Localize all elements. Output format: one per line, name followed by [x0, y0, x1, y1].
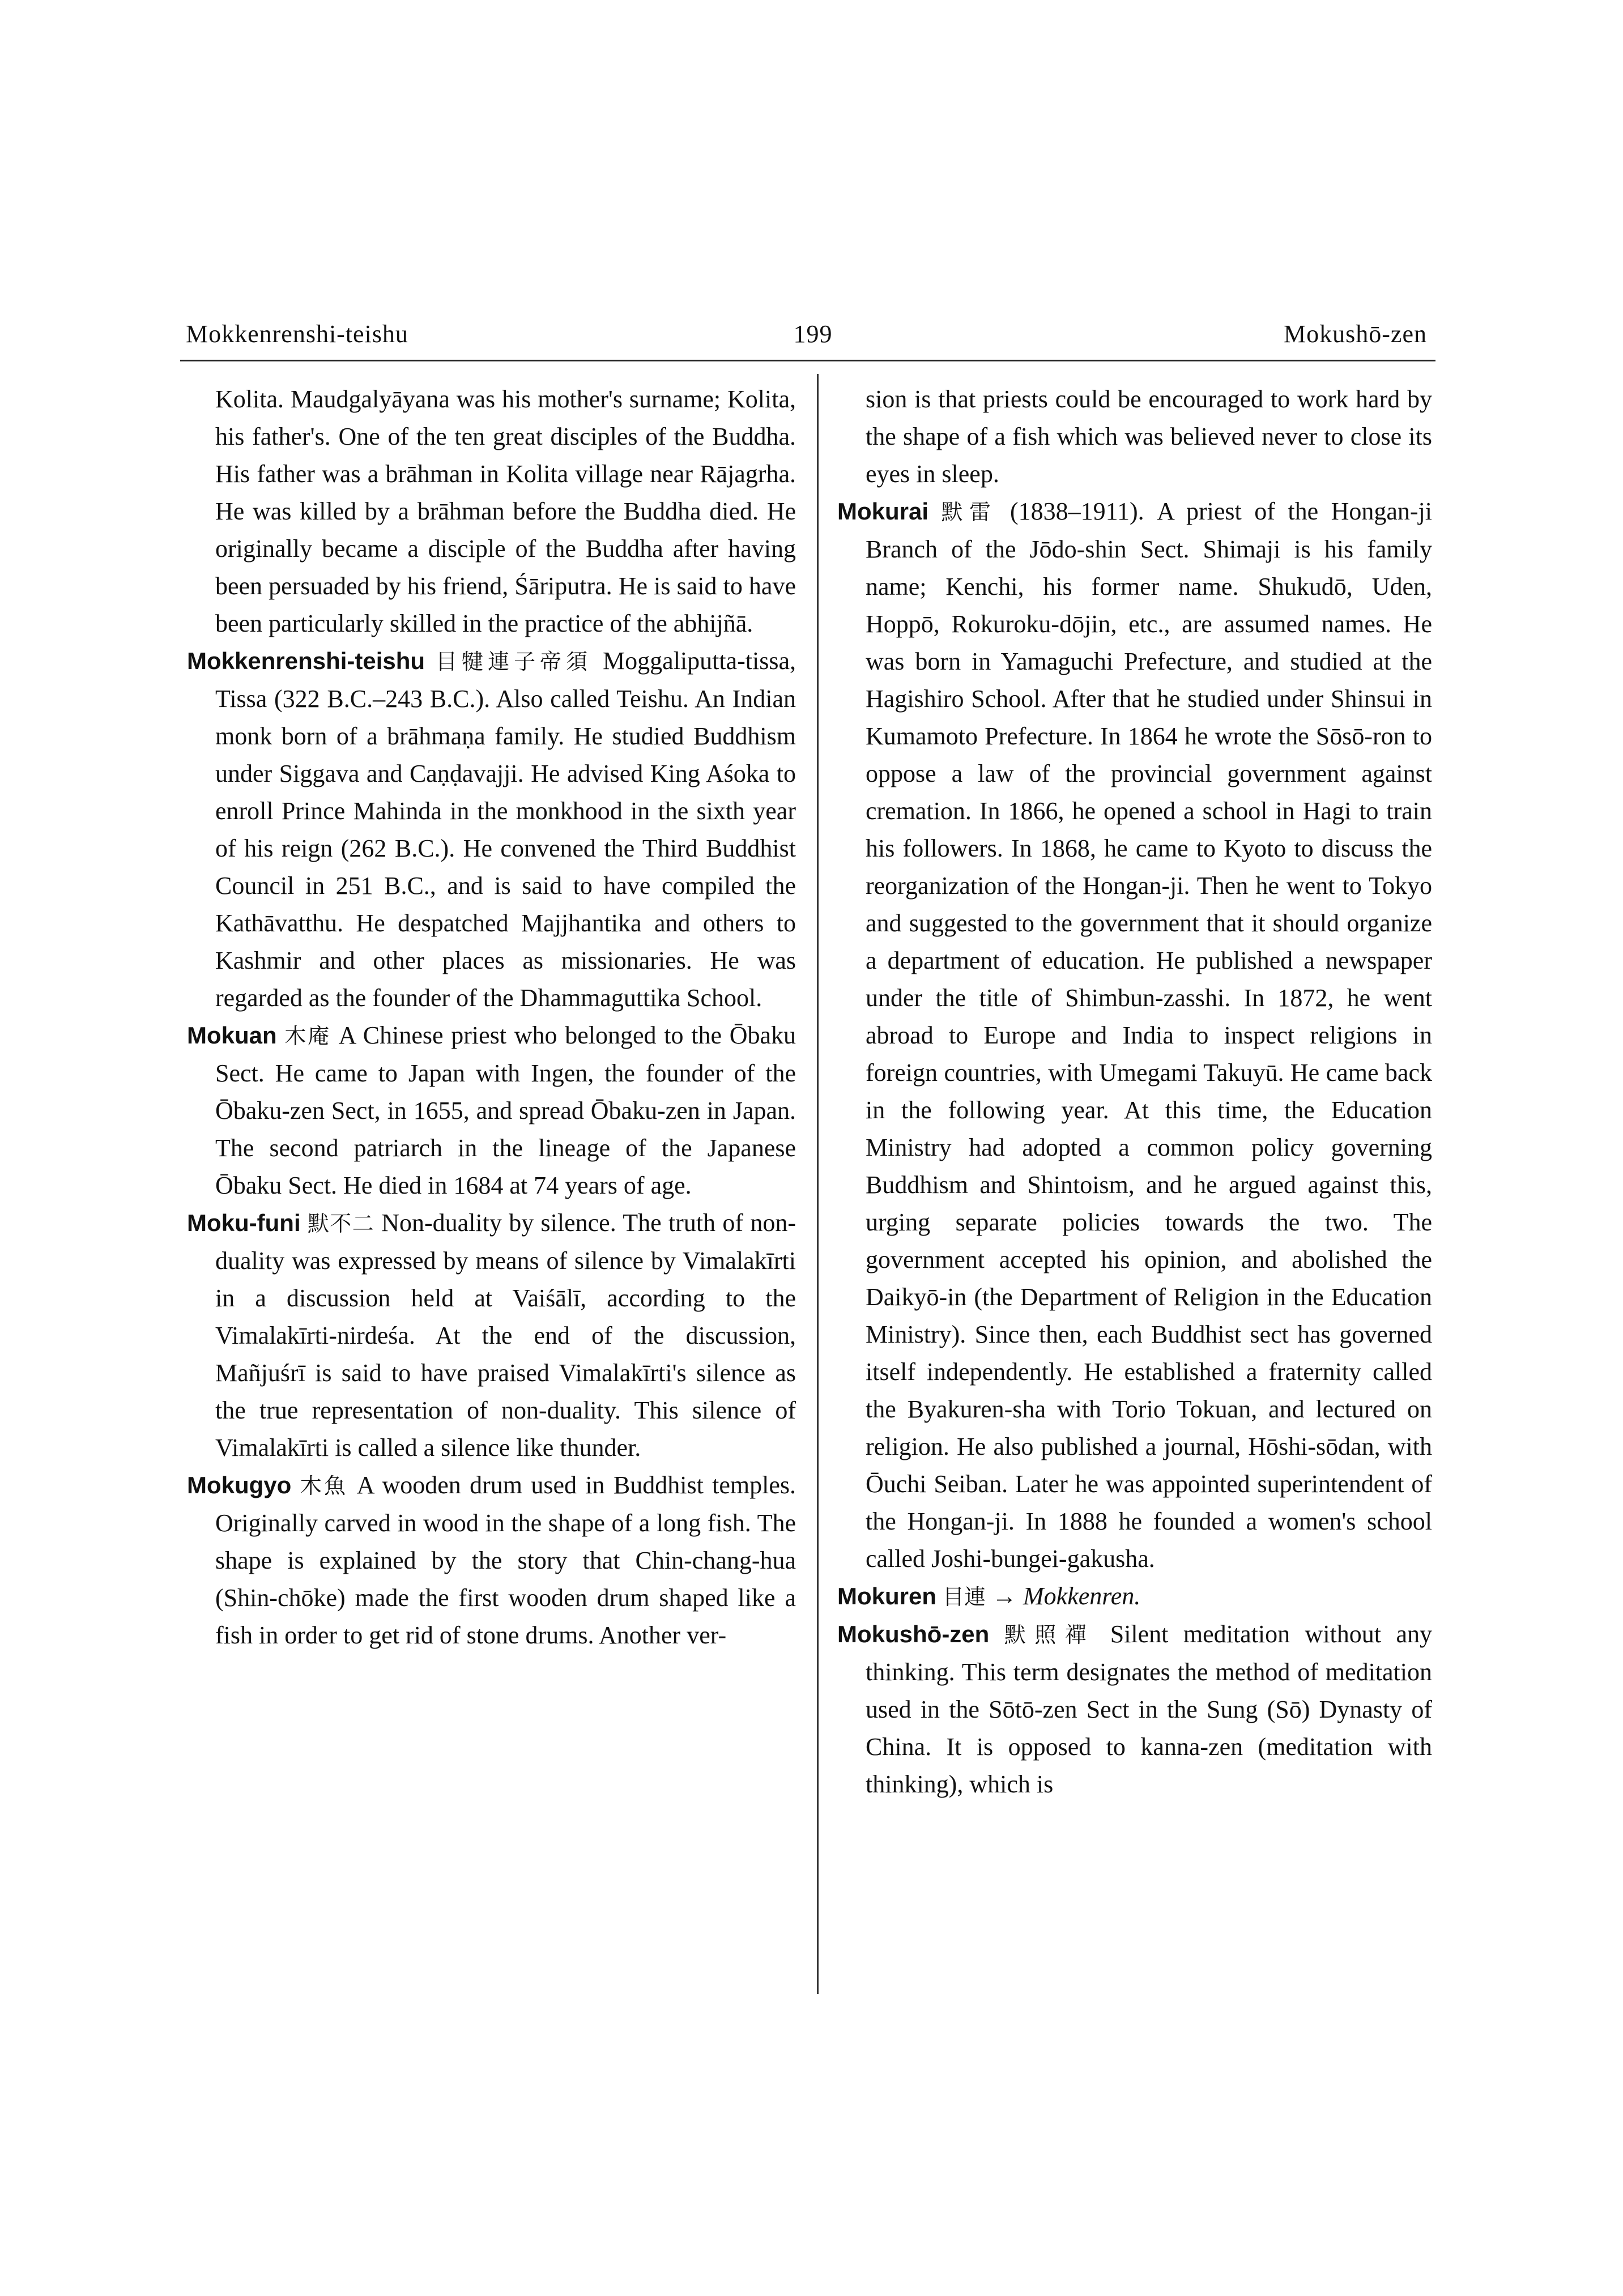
- running-head: [0, 317, 1623, 351]
- entry-definition: A wooden drum used in Buddhist temples. Originally carved in wood in the shape of a long fish. The shape is explained by the story that Chin-chang-hua (Shin-chōke) made the first wooden drum shaped like a fish in order to get rid of stone drums. Another ver-: [215, 1471, 796, 1649]
- dictionary-entry: [837, 493, 1432, 1578]
- right-column: [837, 381, 1432, 1803]
- cross-reference: → Mokkenren.: [992, 1582, 1141, 1610]
- entry-kanji: 目連: [943, 1584, 986, 1609]
- dictionary-entry: [187, 1204, 796, 1467]
- entry-headword: Moku-funi: [187, 1209, 301, 1236]
- entry-headword: Mokurai: [837, 498, 929, 525]
- running-head-left: Mokkenrenshi-teishu: [186, 320, 408, 348]
- entry-definition: Moggaliputta-tissa, Tissa (322 B.C.–243 B.C.). Also called Teishu. An Indian monk born of a brāhmaṇa family. He studied Buddhism under Siggava and Caṇḍavajji. He advised King Aśoka to enroll Prince Mahinda in the monkhood in the sixth year of his reign (262 B.C.). He convened the Third Buddhist Council in 251 B.C., and is said to have compiled the Kathāvatthu. He despatched Majjhantika and others to Kashmir and other places as missionaries. He was regarded as the founder of the Dhammaguttika School.: [215, 647, 796, 1012]
- entry-headword: Mokushō-zen: [837, 1621, 990, 1647]
- dictionary-entry: [837, 1616, 1432, 1803]
- entry-kanji: 目犍連子帝須: [436, 649, 593, 674]
- dictionary-entry: [187, 1017, 796, 1204]
- entry-kanji: 默雷: [941, 500, 998, 525]
- running-head-right: Mokushō-zen: [1284, 320, 1427, 348]
- page-number: 199: [793, 320, 833, 348]
- dictionary-entry: [187, 1467, 796, 1654]
- entry-definition: A Chinese priest who belonged to the Ōbaku Sect. He came to Japan with Ingen, the founder of the Ōbaku-zen Sect, in 1655, and spread Ōbaku-zen in Japan. The second patriarch in the lineage of the Japanese Ōbaku Sect. He died in 1684 at 74 years of age.: [215, 1021, 796, 1199]
- entry-headword: Mokugyo: [187, 1472, 292, 1498]
- entry-kanji: 木庵: [284, 1024, 331, 1049]
- entry-definition: Non-duality by silence. The truth of non-duality was expressed by means of silence by Vimalakīrti in a discussion held at Vaiśālī, according to the Vimalakīrti-nirdeśa. At the end of the discussion, Mañjuśrī is said to have praised Vimalakīrti's silence as the true representation of non-duality. This silence of Vimalakīrti is called a silence like thunder.: [215, 1209, 796, 1462]
- entry-definition: Silent meditation without any thinking. This term designates the method of meditation used in the Sōtō-zen Sect in the Sung (Sō) Dynasty of China. It is opposed to kanna-zen (meditation with thinking), which is: [866, 1620, 1432, 1798]
- dictionary-entry: [837, 1578, 1432, 1616]
- entry-definition: (1838–1911). A priest of the Hongan-ji Branch of the Jōdo-shin Sect. Shimaji is his family name; Kenchi, his former name. Shukudō, Uden, Hoppō, Rokuroku-dōjin, etc., are assumed names. He was born in Yamaguchi Prefecture, and studied at the Hagishiro School. After that he studied under Shinsui in Kumamoto Prefecture. In 1864 he wrote the Sōsō-ron to oppose a law of the provincial government against cremation. In 1866, he opened a school in Hagi to train his followers. In 1868, he came to Kyoto to discuss the reorganization of the Hongan-ji. Then he went to Tokyo and suggested to the government that it should organize a department of education. He published a newspaper under the title of Shimbun-zasshi. In 1872, he went abroad to Europe and India to inspect religions in foreign countries, with Umegami Takuyū. He came back in the following year. At this time, the Education Ministry had adopted a common policy governing Buddhism and Shintoism, and he argued against this, urging separate policies towards the two. The government accepted his opinion, and abolished the Daikyō-in (the Department of Religion in the Education Ministry). Since then, each Buddhist sect has governed itself independently. He established a fraternity called the Byakuren-sha with Torio Tokuan, and lectured on religion. He also published a journal, Hōshi-sōdan, with Ōuchi Seiban. Later he was appointed superintendent of the Hongan-ji. In 1888 he founded a women's school called Joshi-bungei-gakusha.: [866, 497, 1432, 1573]
- dictionary-entry: [187, 642, 796, 1017]
- entry-kanji: 木魚: [300, 1473, 348, 1498]
- entry-headword: Mokuren: [837, 1583, 937, 1609]
- entry-headword: Mokuan: [187, 1022, 277, 1049]
- left-column: [187, 381, 796, 1654]
- header-rule: [180, 360, 1435, 361]
- entry-kanji: 默照禪: [1004, 1622, 1096, 1647]
- entry-kanji: 默不二: [307, 1211, 374, 1236]
- continued-entry-text: sion is that priests could be encouraged to work hard by the shape of a fish which was believed never to close its eyes in sleep.: [866, 385, 1432, 488]
- column-divider: [817, 374, 819, 1994]
- entry-headword: Mokkenrenshi-teishu: [187, 648, 425, 674]
- continued-entry-text: Kolita. Maudgalyāyana was his mother's surname; Kolita, his father's. One of the ten great disciples of the Buddha. His father was a brāhman in Kolita village near Rājagrha. He was killed by a brāhman before the Buddha died. He originally became a disciple of the Buddha after having been persuaded by his friend, Śāriputra. He is said to have been particularly skilled in the practice of the abhijñā.: [215, 385, 796, 637]
